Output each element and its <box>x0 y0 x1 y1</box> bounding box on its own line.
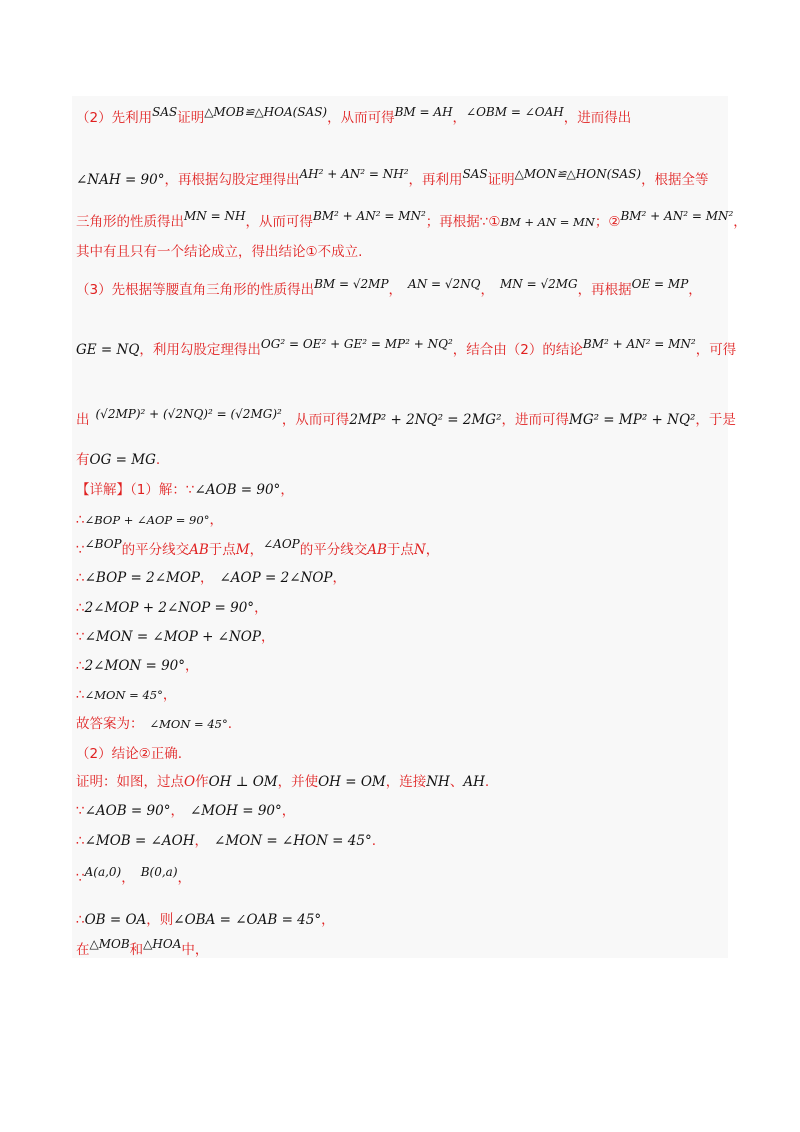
math: 2∠MOP + 2∠NOP = 90° <box>84 600 255 616</box>
text: 其中有且只有一个结论成立，得出结论①不成立. <box>76 244 363 260</box>
math: AH <box>463 774 485 790</box>
text: ，结合由（2）的结论 <box>452 342 583 358</box>
text: ， <box>170 803 184 819</box>
math: △MOB≌△HOA(SAS) <box>204 105 328 119</box>
text: 于点 <box>208 542 236 558</box>
math: OG² = OE² + GE² = MP² + NQ² <box>260 337 453 351</box>
text-line <box>76 937 209 960</box>
text: ∵ <box>76 629 85 645</box>
text-line <box>76 831 376 851</box>
text: . <box>484 774 490 790</box>
text: 【详解】（1）解：∵ <box>76 482 195 498</box>
text: （2）结论②正确. <box>76 746 182 762</box>
math: MN = √2MG <box>500 277 578 291</box>
text: ， <box>425 542 440 558</box>
text: ∴ <box>76 687 85 703</box>
math: A(a,0) <box>84 865 122 879</box>
text: ， <box>254 600 268 616</box>
text: ， <box>121 870 135 886</box>
text-line <box>76 242 362 262</box>
text: 出 <box>76 412 90 428</box>
text: ∴ <box>76 570 85 586</box>
text: ， <box>249 542 264 558</box>
math: OG = MG <box>89 452 156 468</box>
text: ，于是 <box>695 412 736 428</box>
math: ∠BOP = 2∠MOP <box>84 570 200 586</box>
text-line <box>76 865 192 888</box>
text: ∴ <box>76 833 85 849</box>
math: AN = √2NQ <box>408 277 481 291</box>
text-line <box>76 277 702 300</box>
text-line <box>76 744 182 764</box>
text-line <box>76 105 632 128</box>
math: GE = NQ <box>76 342 140 358</box>
text: ，再根据勾股定理得出 <box>164 172 300 188</box>
math: ∠MON = ∠MOP + ∠NOP <box>84 629 261 645</box>
text: ，则 <box>146 912 174 928</box>
math: OH = OM <box>318 774 386 790</box>
math: ∠BOP <box>84 537 122 551</box>
math: △MON≌△HON(SAS) <box>514 167 642 181</box>
text: ， <box>185 658 199 674</box>
math: 2MP² + 2NQ² = 2MG² <box>349 412 502 428</box>
text: ， <box>280 482 294 498</box>
math: AB <box>189 542 209 558</box>
math: ∠MON = 45° <box>149 717 228 731</box>
text-line <box>76 656 199 676</box>
text-line <box>76 685 176 705</box>
math: SAS <box>462 167 488 181</box>
math: △HOA <box>143 937 182 951</box>
text: ， <box>321 912 335 928</box>
text-line <box>76 480 294 500</box>
math: BM² + AN² = MN² <box>620 209 734 223</box>
math: BM = AH <box>394 105 453 119</box>
text: ，从而可得 <box>327 110 395 126</box>
text: ， <box>332 570 346 586</box>
math: ∠AOB = 90° <box>84 803 171 819</box>
math: ∠MON = ∠HON = 45° <box>214 833 372 849</box>
text: 作 <box>195 774 209 790</box>
math: BM² + AN² = MN² <box>312 209 426 223</box>
text: 证明 <box>487 172 515 188</box>
math: MG² = MP² + NQ² <box>569 412 696 428</box>
text-line <box>76 801 295 821</box>
text: ∴ <box>76 512 85 528</box>
text-line <box>76 598 268 618</box>
text: ；② <box>594 214 621 230</box>
math: △MOB <box>89 937 130 951</box>
text: ， <box>388 282 403 298</box>
text: ， <box>281 803 296 819</box>
text: ；再根据∵① <box>425 214 501 230</box>
text: 中， <box>181 942 209 958</box>
math: ∠MOH = 90° <box>189 803 282 819</box>
text: ，从而可得 <box>281 412 350 428</box>
math: ∠AOP = 2∠NOP <box>219 570 333 586</box>
math: NH <box>426 774 450 790</box>
text: 的平分线交 <box>121 542 190 558</box>
text: ∴ <box>76 658 85 674</box>
math: MN = NH <box>184 209 246 223</box>
text: 证明：如图，过点 <box>76 774 184 790</box>
text-line <box>76 337 737 360</box>
text: ， <box>260 629 275 645</box>
text-line <box>76 407 736 430</box>
text: 和 <box>129 942 144 958</box>
text-line <box>76 450 160 470</box>
math: ∠AOB = 90° <box>194 482 281 498</box>
text: ∴ <box>76 600 85 616</box>
text: ，从而可得 <box>245 214 313 230</box>
text: ∵ <box>76 803 85 819</box>
math: M <box>235 542 250 558</box>
math: BM² + AN² = MN² <box>582 337 696 351</box>
text: ，并使 <box>277 774 319 790</box>
text: . <box>155 452 161 468</box>
math: 2∠MON = 90° <box>84 658 186 674</box>
text: . <box>227 716 233 732</box>
math: BM = √2MP <box>314 277 389 291</box>
text-line <box>76 772 489 792</box>
text: ， <box>733 214 747 230</box>
text: ， <box>177 870 192 886</box>
text: ， <box>209 512 223 528</box>
text-line <box>76 910 335 930</box>
text-line <box>76 537 440 560</box>
text: 在 <box>76 942 90 958</box>
text: 故答案为： <box>76 716 144 732</box>
text: 的平分线交 <box>299 542 368 558</box>
text-line <box>76 568 346 588</box>
math: BM + AN = MN <box>500 215 595 229</box>
text: ∴ <box>76 912 85 928</box>
text: ，连接 <box>385 774 427 790</box>
math: (√2MP)² + (√2NQ)² = (√2MG)² <box>95 407 282 421</box>
text: 、 <box>449 774 464 790</box>
math: ∠AOP <box>263 537 300 551</box>
text: 于点 <box>386 542 414 558</box>
math: N <box>413 542 426 558</box>
text: ， <box>480 282 494 298</box>
math: B(0,a) <box>140 865 178 879</box>
text: ，根据全等 <box>641 172 709 188</box>
text: ∵ <box>76 542 85 558</box>
text: 有 <box>76 452 90 468</box>
text: ，再利用 <box>408 172 463 188</box>
math: ∠NAH = 90° <box>76 172 165 188</box>
math: ∠OBM = ∠OAH <box>466 105 564 119</box>
math: AB <box>367 542 387 558</box>
text: ，可得 <box>695 342 737 358</box>
math: OH ⊥ OM <box>208 774 278 790</box>
math: ∠BOP + ∠AOP = 90° <box>84 513 210 527</box>
text: . <box>371 833 377 849</box>
text-line <box>76 627 274 647</box>
text: ， <box>200 570 214 586</box>
math: ∠MOB = ∠AOH <box>84 833 195 849</box>
text-line <box>76 167 709 190</box>
math: OE = MP <box>631 277 689 291</box>
math: SAS <box>152 105 178 119</box>
text: ，进而得出 <box>563 110 632 126</box>
text: （3）先根据等腰直角三角形的性质得出 <box>76 282 315 298</box>
text-line <box>76 209 747 232</box>
text: ， <box>452 110 467 126</box>
text: ， <box>688 282 702 298</box>
math: O <box>184 774 196 790</box>
math: ∠OBA = ∠OAB = 45° <box>173 912 322 928</box>
text: ∵ <box>76 870 85 886</box>
text: ， <box>162 687 177 703</box>
math: ∠MON = 45° <box>84 688 163 702</box>
math: AH² + AN² = NH² <box>299 167 409 181</box>
text: ， <box>194 833 209 849</box>
math: OB = OA <box>84 912 147 928</box>
text: 三角形的性质得出 <box>76 214 184 230</box>
text: （2）先利用 <box>76 110 153 126</box>
text: 证明 <box>177 110 205 126</box>
text: ，利用勾股定理得出 <box>139 342 261 358</box>
text: ，再根据 <box>577 282 632 298</box>
text-line <box>76 714 232 734</box>
text-line <box>76 510 223 530</box>
text: ，进而可得 <box>501 412 569 428</box>
